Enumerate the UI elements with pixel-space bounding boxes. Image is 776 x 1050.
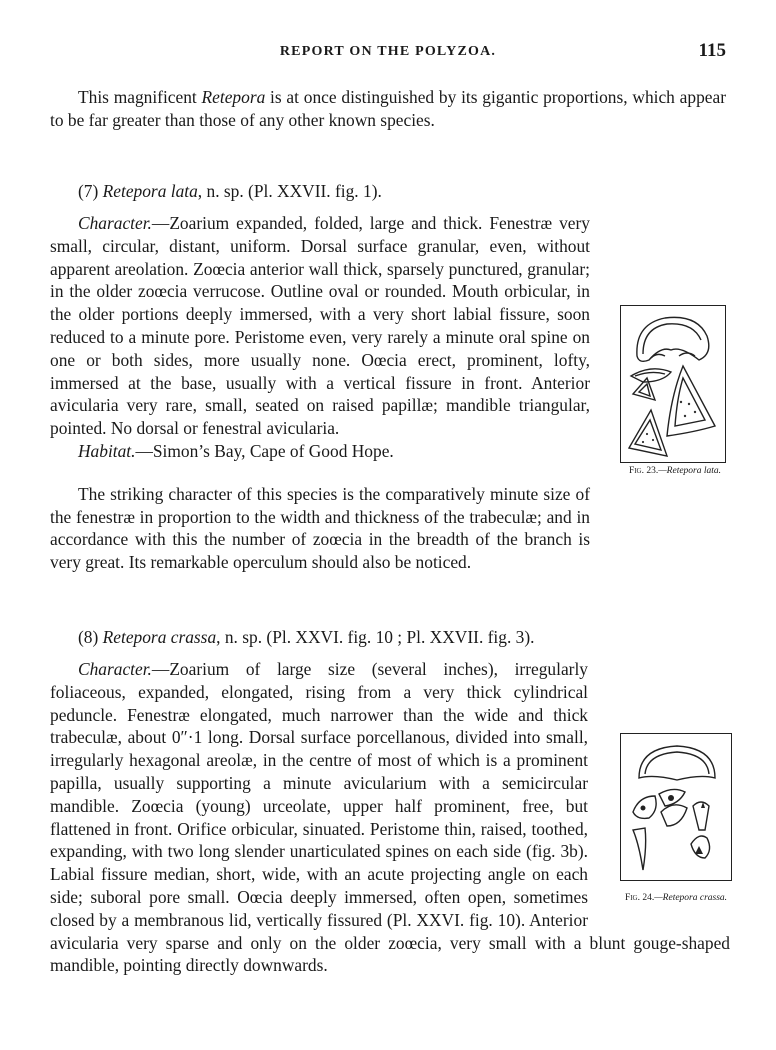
- figure-23-spacer: [590, 290, 726, 570]
- running-title: REPORT ON THE POLYZOA.: [279, 44, 497, 59]
- page-number: 115: [698, 40, 726, 61]
- figure-24-spacer: [588, 711, 730, 921]
- species-7-character-flow: Character.—Zoarium expanded, folded, large and thick. Fenestræ very small, circular, distant, uniform. Dorsal surface granular, even, without apparent areolation. Zoœcia anterior wall thick, sparsely punctured, granular; in the older zoœcia verrucose. Outline oval or rounded. Mouth orbicular, in the older portions deeply immersed, with a very short labial fissure, soon reduced to a minute pore. Peristome even, very rarely a minute oral spine on one or both sides, more usually none. Oœcia erect, prominent, lofty, immersed at the base, usually with a vertical fissure in front. Anterior avicularia very rare, small, seated on raised papillæ; mandible triangular, pointed. No dorsal or fenestral avicularia.: [50, 213, 590, 439]
- figure-24-caption: Fig. 24.—Retepora crassa.: [624, 893, 728, 903]
- species-8-heading: (8) Retepora crassa, n. sp. (Pl. XXVI. fig. 10 ; Pl. XXVII. fig. 3).: [78, 627, 535, 647]
- species-7-flow: [50, 212, 726, 573]
- species-7-remark: The striking character of this species is the comparatively minute size of the fenestræ in proportion to the width and thickness of the trabeculæ; and in accordance with this the number of zoœcia in the breadth of the branch is very great. Its remarkable operculum should also be noticed.: [50, 483, 590, 573]
- species-8-character: Character.—Zoarium of large size (several inches), irregularly foliaceous, expanded, elongated, rising from a very thick cylindrical peduncle. Fenestræ elongated, much narrower than the wide and thick trabeculæ, about 0″·1 long. Dorsal surface porcellanous, divided into small, irregularly hexagonal areolæ, in the centre of most of which is a prominent papilla, usually supporting a minute avicularium with a semicircular mandible. Zoœcia (young) urceolate, upper half prominent, free, but flattened in front. Orifice orbicular, sinuated. Peristome thin, raised, toothed, expanding, with two long slender unarticulated spines on each side (fig. 3b). Labial fissure median, short, wide, with an acute projecting angle on each side; suboral pore small. Oœcia deeply immersed, often open, sometimes closed by a membranous lid, vertically fissured (Pl. XXVI. fig. 10). Anterior avicularia very sparse and only on the older zoœcia, very small with a blunt gouge-shaped mandible, pointing directly downwards.: [50, 659, 730, 976]
- species-7-habitat: Habitat.—Simon’s Bay, Cape of Good Hope.: [78, 440, 394, 461]
- species-7-heading: (7) Retepora lata, n. sp. (Pl. XXVII. fig. 1).: [78, 181, 382, 201]
- intro-paragraph: This magnificent Retepora is at once distinguished by its gigantic proportions, which appear to be far greater than those of any other known species.: [50, 87, 726, 130]
- species-8-flow: [50, 658, 730, 977]
- page-header: [0, 38, 776, 68]
- figure-23-caption: Fig. 23.—Retepora lata.: [628, 466, 722, 476]
